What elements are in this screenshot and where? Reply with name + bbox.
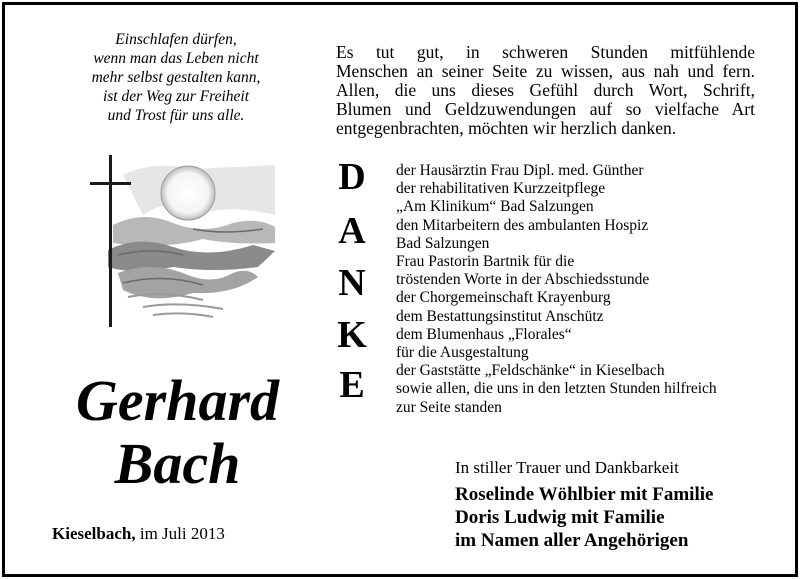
poem-line: mehr selbst gestalten kann, [91,69,261,86]
intro-paragraph [336,43,755,138]
poem-line: wenn man das Leben nicht [93,50,259,67]
poem [60,30,292,125]
hill-mid [108,242,275,271]
water-lines [128,294,223,317]
thanks-line: der rehabilitativen Kurzzeitpflege [396,180,606,198]
mourning-line: In stiller Trauer und Dankbarkeit [455,458,679,477]
hill-back [113,217,275,246]
poem-line: und Trost für uns alle. [107,107,245,124]
intro-line: Menschen an seiner Seite zu wissen, aus nah und fern. [336,61,755,81]
signatory-line: Roselinde Wöhlbier mit Familie [455,484,714,505]
intro-line: Es tut gut, in schweren Stunden mitfühlende [336,42,755,62]
thanks-line: den Mitarbeitern des ambulanten Hospiz [396,216,649,234]
thanks-line: Bad Salzungen [396,234,490,252]
intro-line: Blumen und Geldzuwendungen auf so vielfache Art [336,99,755,119]
danke-letter: K [337,314,367,356]
thanks-line: sowie allen, die uns in den letzten Stunden hilfreich [396,380,717,398]
poem-line: Einschlafen dürfen, [115,31,237,48]
thanks-line: der Chorgemeinschaft Krayenburg [396,289,611,307]
cross-horizontal-icon [90,182,131,185]
deceased-last-name: Bach [114,431,241,496]
danke-letter: N [338,262,366,304]
thanks-line: zur Seite standen [396,398,502,416]
thanks-line: dem Blumenhaus „Florales“ [396,325,572,343]
thanks-line: der Hausärztin Frau Dipl. med. Günther [396,162,644,179]
thanks-list [396,162,717,417]
cross-vertical-icon [109,155,112,327]
thanks-line: Frau Pastorin Bartnik für die [396,253,575,271]
hill-front [118,267,258,298]
deceased-first-name: Gerhard [75,368,280,433]
signatory-line: Doris Ludwig mit Familie [455,507,665,528]
intro-line: Allen, die uns dieses Gefühl durch Wort, Schrift, [336,80,755,100]
thanks-line: dem Bestattungsinstitut Anschütz [396,307,604,325]
thanks-line: tröstenden Worte in der Abschiedsstunde [396,271,650,289]
thanks-line: für die Ausgestaltung [396,344,529,362]
poem-line: ist der Weg zur Freiheit [102,88,250,105]
thanks-line: „Am Klinikum“ Bad Salzungen [396,198,594,216]
danke-letter: A [338,210,366,252]
cross-landscape-illustration [83,155,275,327]
danke-letter: E [339,364,365,406]
place-month-year: im Juli 2013 [139,524,225,543]
place-town: Kieselbach, [52,524,136,543]
intro-line: entgegenbrachten, möchten wir herzlich danken. [336,118,677,138]
place-date [52,524,225,544]
danke-letter: D [338,156,366,198]
signatories [455,483,713,552]
sun-icon [161,166,215,220]
thanks-line: der Gaststätte „Feldschänke“ in Kieselbach [396,362,665,380]
signatory-line: im Namen aller Angehörigen [455,530,689,551]
